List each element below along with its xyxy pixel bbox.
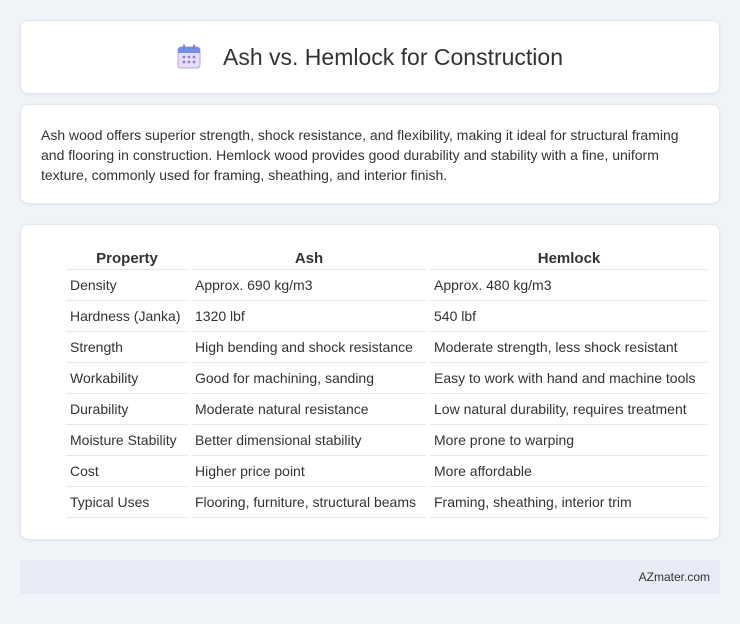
property-cell: Cost [66,456,188,487]
ash-cell: Good for machining, sanding [191,363,427,394]
table-row [66,270,708,301]
ash-cell: Moderate natural resistance [191,394,427,425]
comparison-table [63,245,711,518]
table-row [66,301,708,332]
table-header-row [66,245,708,270]
page-title: Ash vs. Hemlock for Construction [222,43,563,70]
calendar-icon [177,44,201,70]
ash-cell: Flooring, furniture, structural beams [191,487,427,518]
footer-bar [20,560,720,594]
title-wrap [177,44,563,71]
hemlock-cell: Approx. 480 kg/m3 [430,270,708,301]
ash-cell: High bending and shock resistance [191,332,427,363]
column-header-property: Property [66,245,188,270]
hemlock-cell: Moderate strength, less shock resistant [430,332,708,363]
hemlock-cell: Framing, sheathing, interior trim [430,487,708,518]
column-header-ash: Ash [191,245,427,270]
ash-cell: Approx. 690 kg/m3 [191,270,427,301]
hemlock-cell: More prone to warping [430,425,708,456]
property-cell: Moisture Stability [66,425,188,456]
hemlock-cell: Low natural durability, requires treatment [430,394,708,425]
ash-cell: Better dimensional stability [191,425,427,456]
property-cell: Workability [66,363,188,394]
summary-card [20,104,720,204]
table-row [66,332,708,363]
property-cell: Strength [66,332,188,363]
ash-cell: Higher price point [191,456,427,487]
hemlock-cell: More affordable [430,456,708,487]
ash-cell: 1320 lbf [191,301,427,332]
property-cell: Density [66,270,188,301]
property-cell: Durability [66,394,188,425]
table-row [66,363,708,394]
table-row [66,425,708,456]
header-card [20,20,720,94]
column-header-hemlock: Hemlock [430,245,708,270]
comparison-card [20,224,720,540]
table-row [66,456,708,487]
footer-site-link[interactable]: AZmater.com [638,570,710,584]
summary-text: Ash wood offers superior strength, shock resistance, and flexibility, making it ideal for structural framing and flooring in construction. Hemlock wood provides good durability and stability with a fine, uniform texture, commonly used for framing, sheathing, and interior finish. [41,127,679,183]
hemlock-cell: Easy to work with hand and machine tools [430,363,708,394]
table-row [66,487,708,518]
property-cell: Typical Uses [66,487,188,518]
property-cell: Hardness (Janka) [66,301,188,332]
hemlock-cell: 540 lbf [430,301,708,332]
table-row [66,394,708,425]
